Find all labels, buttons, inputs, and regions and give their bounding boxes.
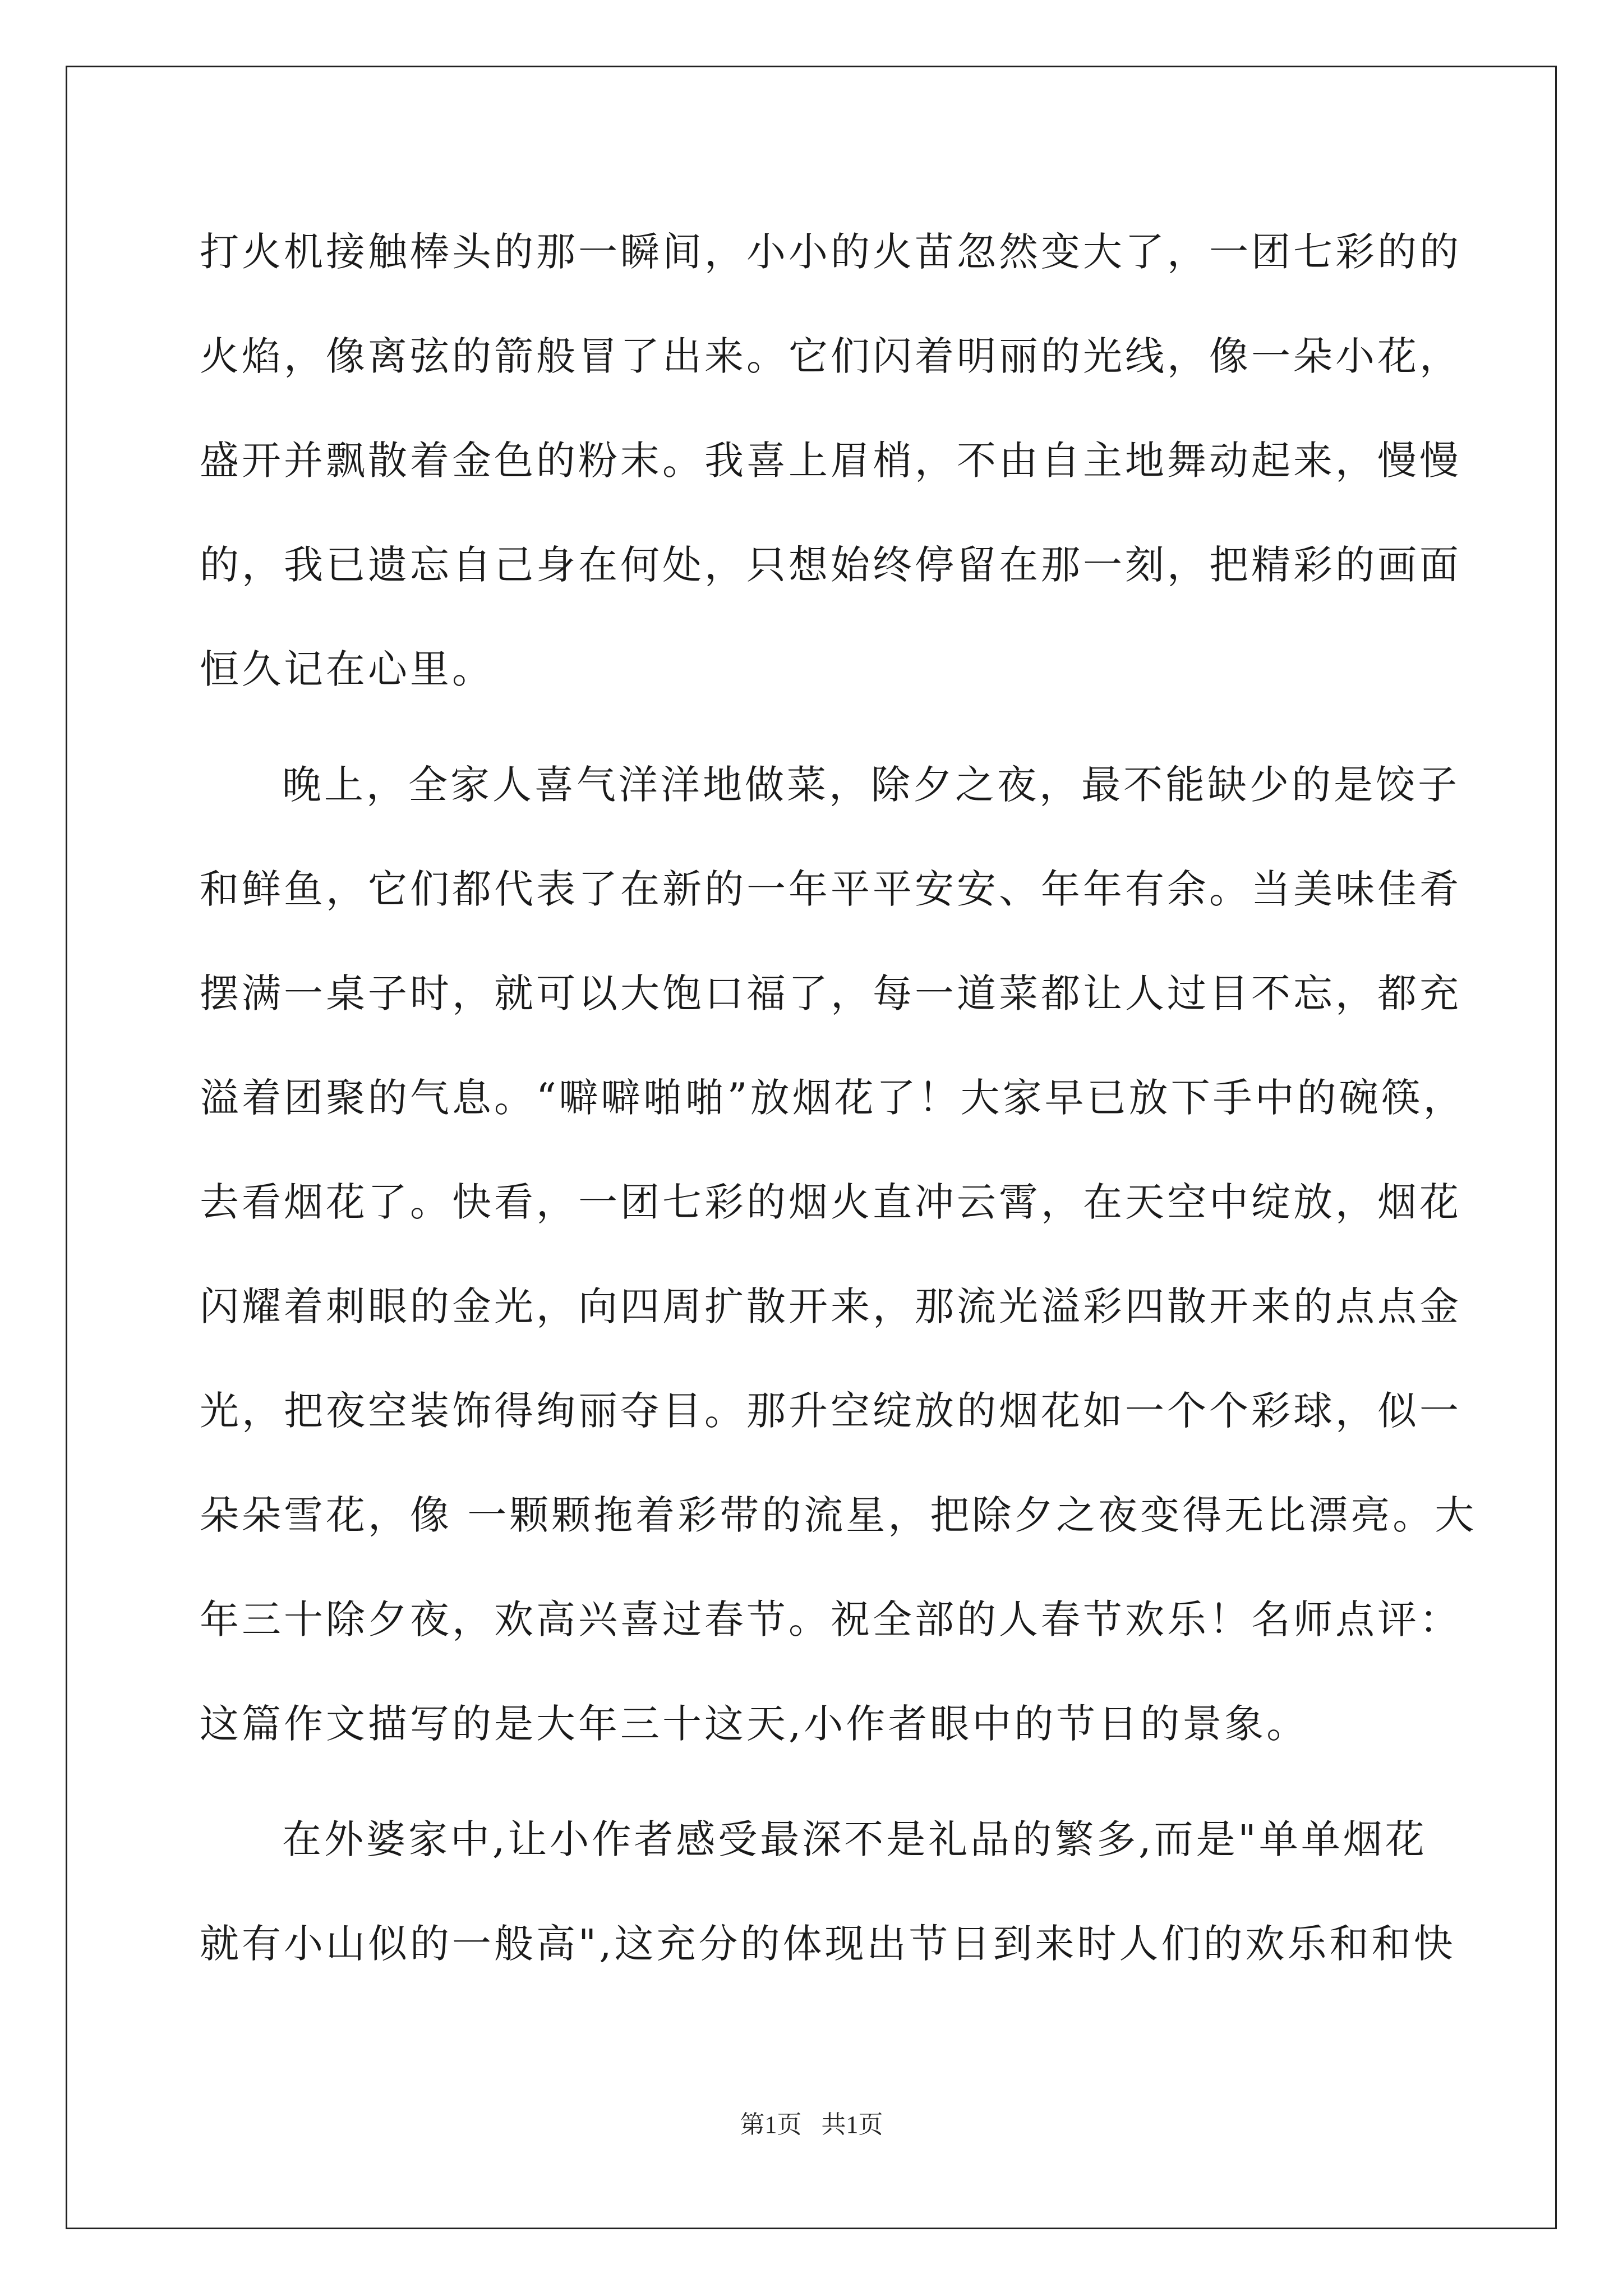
text-line-2: 火焰，像离弦的箭般冒了出来。它们闪着明丽的光线，像一朵小花， (200, 333, 1461, 379)
page-total: 共1页 (821, 2111, 883, 2138)
page-border (66, 66, 1557, 2229)
text-line-8: 摆满一桌子时，就可以大饱口福了，每一道菜都让人过目不忘，都充 (200, 970, 1461, 1016)
text-line-5: 恒久记在心里。 (200, 646, 494, 692)
text-line-3: 盛开并飘散着金色的粉末。我喜上眉梢，不由自主地舞动起来，慢慢 (200, 438, 1461, 484)
text-line-16: 在外婆家中,让小作者感受最深不是礼品的繁多,而是"单单烟花 (282, 1816, 1427, 1862)
page-number: 第1页 (740, 2111, 802, 2138)
text-line-15: 这篇作文描写的是大年三十这天,小作者眼中的节日的景象。 (200, 1701, 1309, 1747)
text-line-14: 年三十除夕夜，欢高兴喜过春节。祝全部的人春节欢乐！名师点评： (200, 1596, 1461, 1642)
text-line-13: 朵朵雪花，像 一颗颗拖着彩带的流星，把除夕之夜变得无比漂亮。大 (200, 1492, 1477, 1538)
text-line-6: 晚上，全家人喜气洋洋地做菜，除夕之夜，最不能缺少的是饺子 (282, 762, 1460, 808)
text-line-11: 闪耀着刺眼的金光，向四周扩散开来，那流光溢彩四散开来的点点金 (200, 1283, 1461, 1329)
text-line-1: 打火机接触棒头的那一瞬间，小小的火苗忽然变大了，一团七彩的的 (200, 229, 1461, 275)
page-footer (0, 2111, 1623, 2139)
text-line-10: 去看烟花了。快看，一团七彩的烟火直冲云霄，在天空中绽放，烟花 (200, 1179, 1461, 1225)
text-line-9: 溢着团聚的气息。“噼噼啪啪”放烟花了！大家早已放下手中的碗筷， (200, 1075, 1465, 1121)
text-line-7: 和鲜鱼，它们都代表了在新的一年平平安安、年年有余。当美味佳肴 (200, 866, 1461, 912)
text-line-12: 光，把夜空装饰得绚丽夺目。那升空绽放的烟花如一个个彩球，似一 (200, 1388, 1461, 1434)
text-line-17: 就有小山似的一般高",这充分的体现出节日到来时人们的欢乐和和快 (200, 1921, 1456, 1967)
text-line-4: 的，我已遗忘自己身在何处，只想始终停留在那一刻，把精彩的画面 (200, 542, 1461, 588)
